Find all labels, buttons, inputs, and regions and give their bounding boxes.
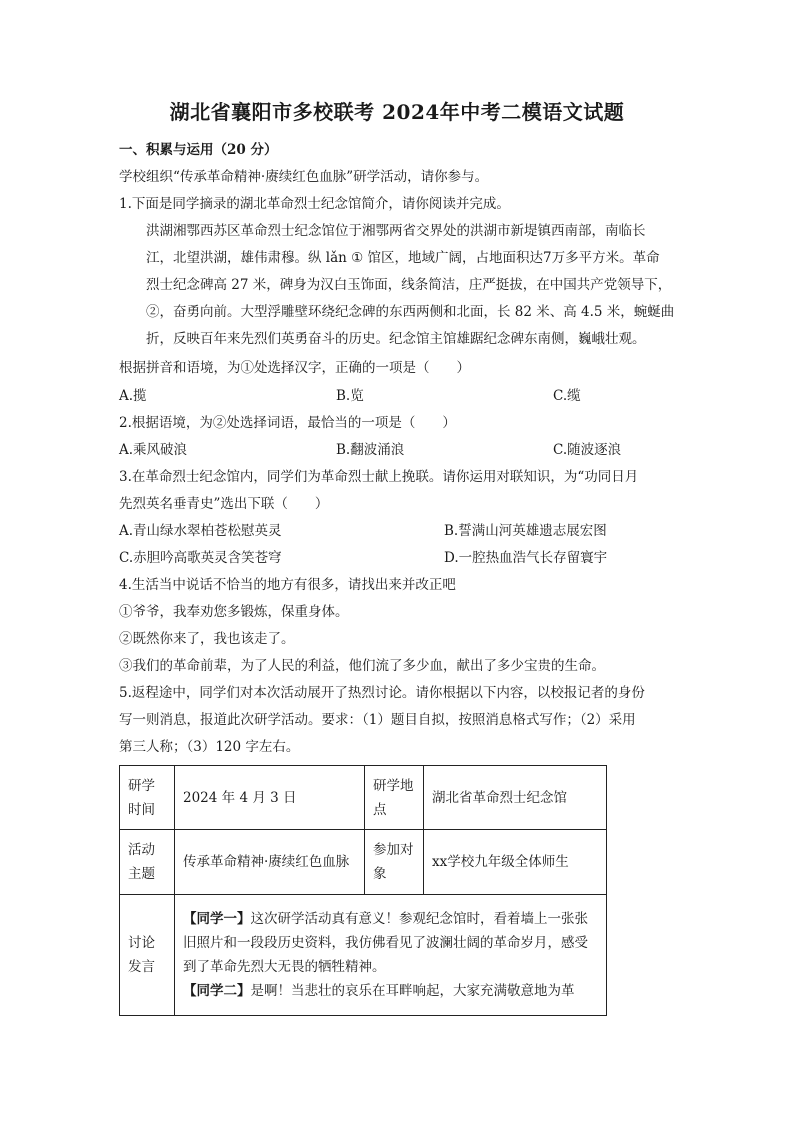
q2-option-b: B.翻波涌浪 [336,442,405,458]
speech-text: 这次研学活动真有意义！参观纪念馆时，看着墙上一张张旧照片和一段段历史资料，我仿佛看见了波澜壮阔的革命岁月，感受到了革命先烈大无畏的牺牲精神。 [183,911,588,975]
q3-stem: 3.在革命烈士纪念馆内，同学们为革命烈士献上挽联。请你运用对联知识，为“功同日月 [119,469,639,485]
q1-option-c: C.缆 [553,388,581,404]
q4-stem: 4.生活当中说话不恰当的地方有很多，请找出来并改正吧 [119,577,456,593]
q1-sub-question: 根据拼音和语境，为①处选择汉字，正确的一项是（ ） [119,360,470,376]
q4-item: ③我们的革命前辈，为了人民的利益，他们流了多少血，献出了多少宝贵的生命。 [119,658,605,674]
passage-line: 江，北望洪湖，雄伟肃穆。纵 lǎn ① 馆区，地域广阔，占地面积达7万多平方米。革命 [146,250,660,266]
q5-stem: 5.返程途中，同学们对本次活动展开了热烈讨论。请你根据以下内容，以校报记者的身份 [119,685,645,701]
table-header-cell: 研学地点 [365,766,424,830]
speech-text: 是啊！当悲壮的哀乐在耳畔响起，大家充满敬意地为革 [250,983,575,999]
q2-option-a: A.乘风破浪 [119,442,188,458]
q1-option-a: A.揽 [119,388,147,404]
q2-option-c: C.随波逐浪 [553,442,622,458]
table-cell: 湖北省革命烈士纪念馆 [424,766,607,830]
table-row [120,766,607,830]
table-header-cell: 参加对象 [365,830,424,895]
q5-stem: 写一则消息，报道此次研学活动。要求：（1）题目自拟，按照消息格式写作；（2）采用 [119,712,636,728]
q3-option-d: D.一腔热血浩气长存留寰宇 [444,550,608,566]
passage-line: ②，奋勇向前。大型浮雕壁环绕纪念碑的东西两侧和北面，长 82 米、高 4.5 米，蜿蜒曲 [146,304,675,320]
table-header-cell: 活动主题 [120,830,175,895]
passage-line: 折，反映百年来先烈们英勇奋斗的历史。纪念馆主馆雄踞纪念碑东南侧，巍峨壮观。 [146,331,646,347]
table-header-cell: 研学时间 [120,766,175,830]
discussion-entry [183,979,598,1003]
q1-option-b: B.览 [336,388,364,404]
q4-item: ①爷爷，我奉劝您多锻炼，保重身体。 [119,604,349,620]
q5-stem: 第三人称；（3）120 字左右。 [119,739,300,755]
q3-option-a: A.青山绿水翠柏苍松慰英灵 [119,523,282,539]
passage-line: 洪湖湘鄂西苏区革命烈士纪念馆位于湘鄂两省交界处的洪湖市新堤镇西南部，南临长 [146,223,646,239]
q2-stem: 2.根据语境，为②处选择词语，最恰当的一项是（ ） [119,415,456,431]
passage-line: 烈士纪念碑高 27 米，碑身为汉白玉饰面，线条简洁，庄严挺拔，在中国共产党领导下， [146,277,672,293]
table-cell: xx学校九年级全体师生 [424,830,607,895]
q3-option-b: B.誓满山河英雄遗志展宏图 [444,523,607,539]
table-row [120,830,607,895]
table-header-cell: 讨论发言 [120,895,175,1016]
speaker-tag: 【同学一】 [183,911,251,927]
q3-option-c: C.赤胆吟高歌英灵含笑苍穹 [119,550,282,566]
q3-stem: 先烈英名垂青史”选出下联（ ） [119,496,329,512]
discussion-entry [183,907,598,979]
section-heading: 一、积累与运用（20 分） [119,142,278,158]
table-cell: 传承革命精神·赓续红色血脉 [175,830,365,895]
q1-stem: 1.下面是同学摘录的湖北革命烈士纪念馆简介，请你阅读并完成。 [119,196,510,212]
speaker-tag: 【同学二】 [183,983,251,999]
intro-text: 学校组织“传承革命精神·赓续红色血脉”研学活动，请你参与。 [119,169,489,185]
discussion-cell [175,895,607,1016]
table-cell: 2024 年 4 月 3 日 [175,766,365,830]
q4-item: ②既然你来了，我也该走了。 [119,631,295,647]
activity-table [119,765,607,1016]
page-title: 湖北省襄阳市多校联考 2024年中考二模语文试题 [169,100,625,124]
table-row [120,895,607,1016]
